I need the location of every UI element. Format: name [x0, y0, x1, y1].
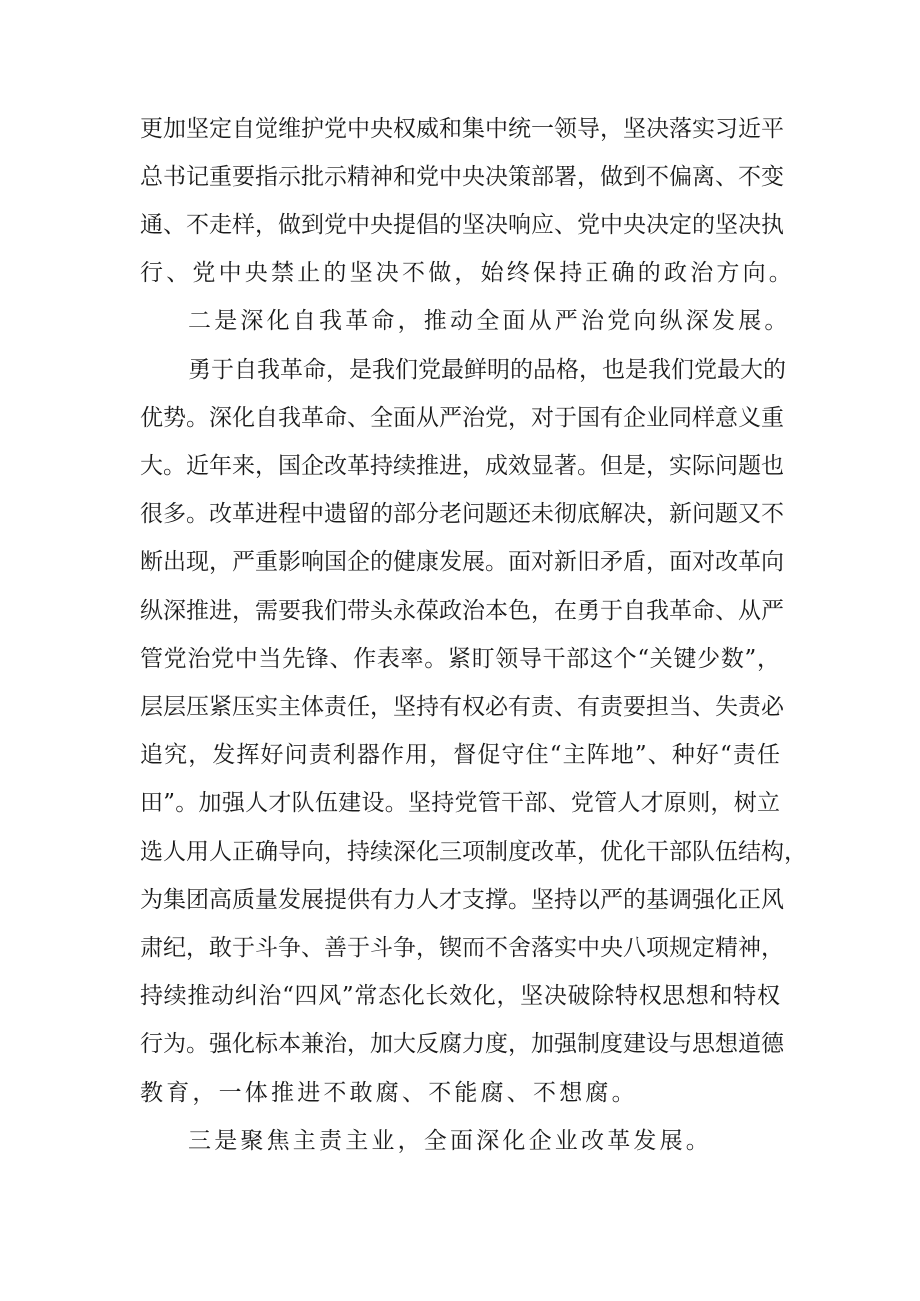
body-text-line: 层层压紧压实主体责任，坚持有权必有责、有责要担当、失责必: [140, 694, 784, 720]
section-heading: 三是聚焦主责主业，全面深化企业改革发展。: [188, 1128, 712, 1154]
section-heading: 二是深化自我革命，推动全面从严治党向纵深发展。: [188, 308, 791, 334]
body-text-line: 行、党中央禁止的坚决不做，始终保持正确的政治方向。: [140, 260, 795, 286]
body-text-line: 为集团高质量发展提供有力人才支撑。坚持以严的基调强化正风: [140, 887, 784, 913]
body-text-line: 田”。加强人才队伍建设。坚持党管干部、党管人才原则，树立: [140, 790, 780, 816]
body-text-line: 断出现，严重影响国企的健康发展。面对新旧矛盾，面对改革向: [140, 549, 784, 575]
body-text-line: 管党治党中当先锋、作表率。紧盯领导干部这个“关键少数”，: [140, 646, 780, 672]
body-text-line: 总书记重要指示批示精神和党中央决策部署，做到不偏离、不变: [140, 164, 784, 190]
body-text-line: 通、不走样，做到党中央提倡的坚决响应、党中央决定的坚决执: [140, 212, 784, 238]
body-text-line: 纵深推进，需要我们带头永葆政治本色，在勇于自我革命、从严: [140, 598, 784, 624]
body-text-line: 教育，一体推进不敢腐、不能腐、不想腐。: [140, 1080, 638, 1106]
body-text-line: 大。近年来，国企改革持续推进，成效显著。但是，实际问题也: [140, 453, 784, 479]
body-text-line: 更加坚定自觉维护党中央权威和集中统一领导，坚决落实习近平: [140, 116, 784, 142]
body-text-line: 优势。深化自我革命、全面从严治党，对于国有企业同样意义重: [140, 405, 784, 431]
body-text-line: 很多。改革进程中遗留的部分老问题还未彻底解决，新问题又不: [140, 501, 784, 527]
body-text-line: 肃纪，敢于斗争、善于斗争，锲而不舍落实中央八项规定精神，: [140, 935, 784, 961]
body-text-line: 追究，发挥好问责利器作用，督促守住“主阵地”、种好“责任: [140, 742, 780, 768]
paragraph-first-line: 勇于自我革命，是我们党最鲜明的品格，也是我们党最大的: [188, 357, 786, 383]
body-text-line: 行为。强化标本兼治，加大反腐力度，加强制度建设与思想道德: [140, 1031, 784, 1057]
body-text-line: 选人用人正确导向，持续深化三项制度改革，优化干部队伍结构，: [140, 839, 807, 865]
body-text-line: 持续推动纠治“四风”常态化长效化，坚决破除特权思想和特权: [140, 983, 780, 1009]
